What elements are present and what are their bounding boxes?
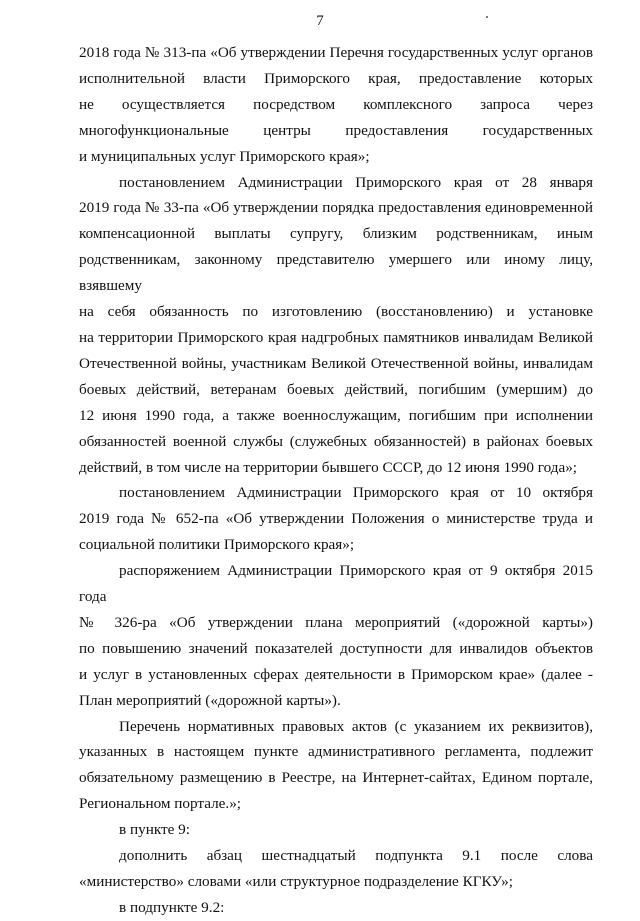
text-line: Региональном портале.»; xyxy=(79,795,242,813)
text-line: действий, в том числе на территории бывшего СССР, до 12 июня 1990 года»; xyxy=(79,458,578,476)
paragraph-item-9 xyxy=(79,817,593,843)
text-line: по повышению значений показателей доступности для инвалидов объектов xyxy=(79,639,593,657)
text-line: 2018 года № 313-па «Об утверждении Перечня государственных услуг органов xyxy=(79,44,593,61)
paragraph-subitem-9-1 xyxy=(79,843,593,895)
paragraph-resolution-652pa xyxy=(79,480,593,558)
text-line: распоряжением Администрации Приморского края от 9 октября 2015 года xyxy=(79,562,593,606)
paragraph-resolution-313pa xyxy=(79,40,593,170)
text-line: не осуществляется посредством комплексного запроса через xyxy=(79,95,593,113)
text-line: постановлением Администрации Приморского края от 28 января xyxy=(119,173,593,191)
text-line: на территории Приморского края надгробных памятников инвалидам Великой xyxy=(79,328,593,346)
text-line: и муниципальных услуг Приморского края»; xyxy=(79,147,370,165)
text-line: на себя обязанность по изготовлению (восстановлению) и установке xyxy=(79,303,593,321)
text-line: компенсационной выплаты супругу, близким родственникам, иным xyxy=(79,225,593,243)
paragraph-acts-list xyxy=(79,714,593,818)
text-line: 2019 года № 652-па «Об утверждении Положения о министерстве труда и xyxy=(79,510,593,528)
text-line: боевых действий, ветеранам боевых действий, погибшим (умершим) до xyxy=(79,380,593,398)
text-line: и услуг в установленных сферах деятельности в Приморском крае» (далее - xyxy=(79,665,593,683)
text-line: в пункте 9: xyxy=(119,821,190,839)
text-line: План мероприятий («дорожной карты»). xyxy=(79,691,341,709)
text-line: Перечень нормативных правовых актов (с указанием их реквизитов), xyxy=(119,717,593,735)
text-line: Отечественной войны, участникам Великой Отечественной войны, инвалидам xyxy=(79,354,593,372)
paragraph-resolution-33pa xyxy=(79,170,593,481)
text-line: постановлением Администрации Приморского края от 10 октября xyxy=(119,484,593,502)
text-line: обязанностей военной службы (служебных обязанностей) в районах боевых xyxy=(79,432,593,450)
text-line: 2019 года № 33-па «Об утверждении порядка предоставления единовременной xyxy=(79,199,593,217)
page-number: 7 xyxy=(316,13,324,29)
paragraph-order-326ra xyxy=(79,558,593,713)
text-line: 12 июня 1990 года, а также военнослужащим, погибшим при исполнении xyxy=(79,406,593,424)
text-line: многофункциональные центры предоставления государственных xyxy=(79,121,593,139)
text-line: исполнительной власти Приморского края, предоставление которых xyxy=(79,69,593,87)
paragraph-subitem-9-2 xyxy=(79,895,593,921)
text-line: обязательному размещению в Реестре, на Интернет-сайтах, Едином портале, xyxy=(79,769,593,787)
text-line: № 326-ра «Об утверждении плана мероприятий («дорожной карты») xyxy=(79,613,593,631)
document-body xyxy=(79,40,593,921)
text-line: дополнить абзац шестнадцатый подпункта 9.1 после слова xyxy=(119,847,593,865)
text-line: социальной политики Приморского края»; xyxy=(79,536,355,554)
text-line: «министерство» словами «или структурное подразделение КГКУ»; xyxy=(79,873,513,890)
text-line: родственникам, законному представителю умершего или иному лицу, взявшему xyxy=(79,251,593,295)
text-line: указанных в настоящем пункте административного регламента, подлежит xyxy=(79,743,593,761)
text-line: в подпункте 9.2: xyxy=(119,898,225,916)
